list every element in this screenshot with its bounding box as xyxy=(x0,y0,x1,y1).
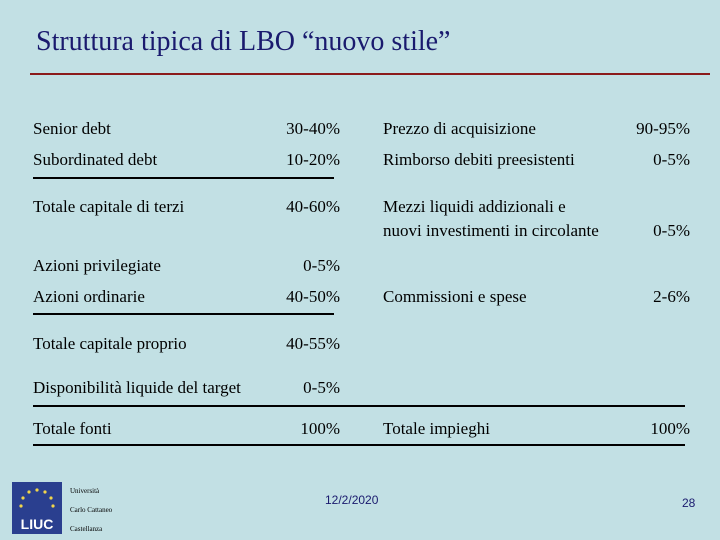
liuc-logo-graphic xyxy=(12,482,62,534)
impieghi-value-totale: 100% xyxy=(650,419,690,438)
university-line3: Castellanza xyxy=(70,525,103,533)
fonti-value-totale-fonti: 100% xyxy=(300,419,340,438)
liuc-logo xyxy=(12,482,62,534)
fonti-value-azioni-privilegiate: 0-5% xyxy=(303,256,340,275)
university-line2: Carlo Cattaneo xyxy=(70,506,113,514)
impieghi-value-commissioni: 2-6% xyxy=(653,287,690,306)
fonti-value-totale-proprio: 40-55% xyxy=(286,334,340,353)
fonti-label-subordinated-debt: Subordinated debt xyxy=(33,150,158,169)
impieghi-label-mezzi-liquidi-line2: nuovi investimenti in circolante xyxy=(383,221,599,240)
impieghi-value-mezzi-liquidi: 0-5% xyxy=(653,221,690,240)
fonti-value-disponibilita: 0-5% xyxy=(303,378,340,397)
fonti-label-totale-terzi: Totale capitale di terzi xyxy=(33,197,185,216)
fonti-label-senior-debt: Senior debt xyxy=(33,119,111,138)
fonti-value-subordinated-debt: 10-20% xyxy=(286,150,340,169)
fonti-label-azioni-privilegiate: Azioni privilegiate xyxy=(33,256,161,275)
page-number: 28 xyxy=(682,496,696,510)
impieghi-label-prezzo: Prezzo di acquisizione xyxy=(383,119,536,138)
university-line1: Università xyxy=(70,487,100,495)
impieghi-label-commissioni: Commissioni e spese xyxy=(383,287,527,306)
fonti-label-totale-proprio: Totale capitale proprio xyxy=(33,334,187,353)
fonti-label-azioni-ordinarie: Azioni ordinarie xyxy=(33,287,145,306)
total-rule-top xyxy=(33,405,685,407)
impieghi-label-rimborso: Rimborso debiti preesistenti xyxy=(383,150,575,169)
logo-text: LIUC xyxy=(20,516,54,532)
title-divider xyxy=(30,73,710,75)
impieghi-label-mezzi-liquidi-line1: Mezzi liquidi addizionali e xyxy=(383,197,566,216)
fonti-value-totale-terzi: 40-60% xyxy=(286,197,340,216)
footer-date: 12/2/2020 xyxy=(325,493,379,507)
slide-title: Struttura tipica di LBO “nuovo stile” xyxy=(36,26,451,57)
fonti-label-disponibilita: Disponibilità liquide del target xyxy=(33,378,241,397)
impieghi-label-totale: Totale impieghi xyxy=(383,419,490,438)
fonti-value-senior-debt: 30-40% xyxy=(286,119,340,138)
total-rule-bottom xyxy=(33,444,685,446)
fonti-label-totale-fonti: Totale fonti xyxy=(33,419,112,438)
impieghi-value-rimborso: 0-5% xyxy=(653,150,690,169)
subtotal-rule-proprio xyxy=(33,313,334,315)
fonti-value-azioni-ordinarie: 40-50% xyxy=(286,287,340,306)
subtotal-rule-terzi xyxy=(33,177,334,179)
impieghi-value-prezzo: 90-95% xyxy=(636,119,690,138)
